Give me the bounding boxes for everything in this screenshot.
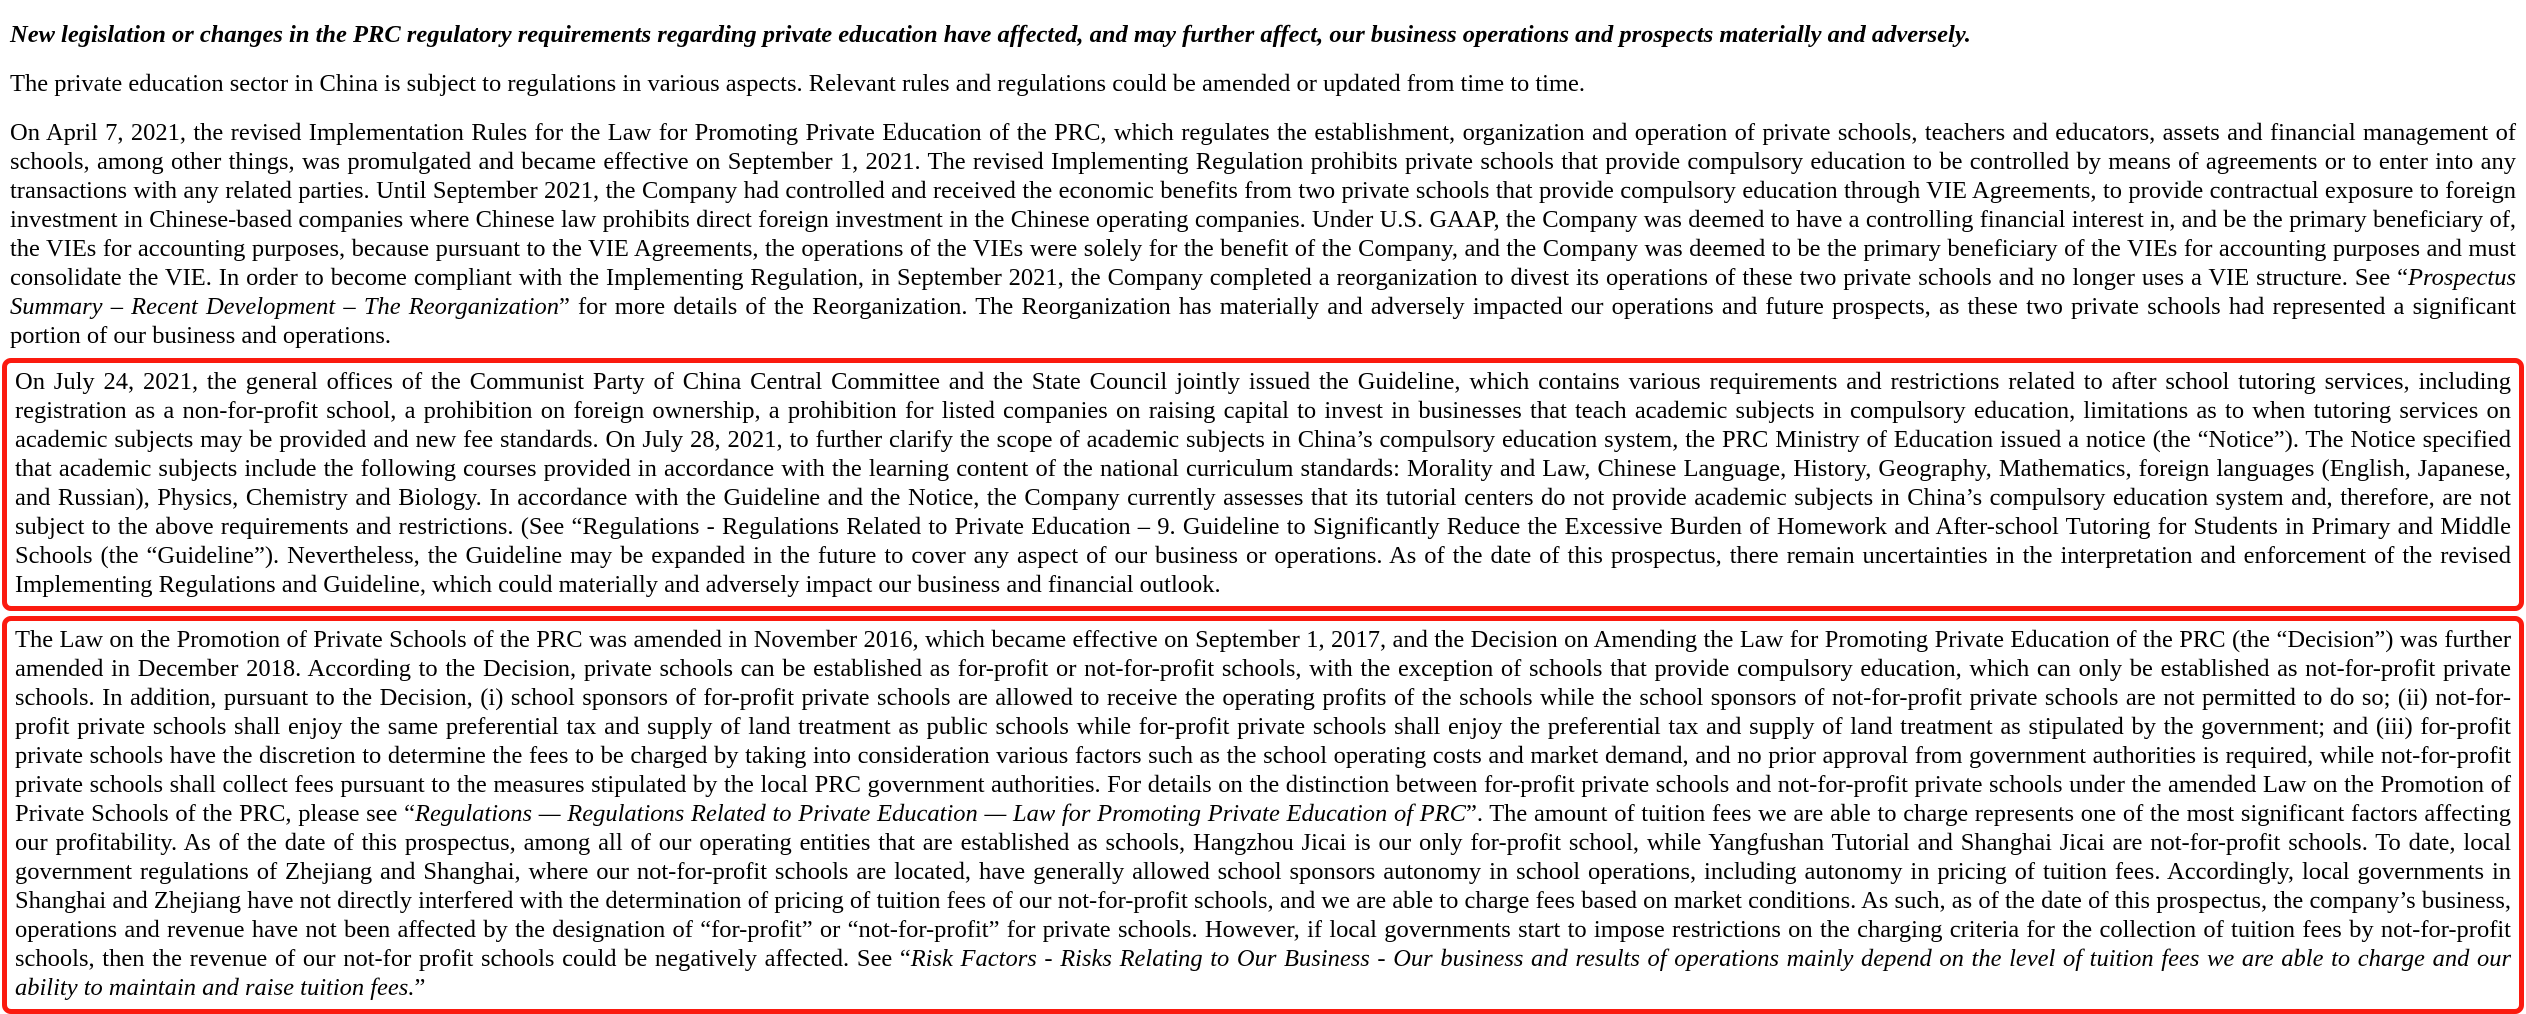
- paragraph-implementation-rules: [10, 118, 2516, 350]
- text-run: ”: [414, 974, 426, 1001]
- text-run: New legislation or changes in the PRC regulatory requirements regarding private education have affected, and may further affect, our business operations and prospects materially and adversely.: [10, 21, 1971, 48]
- text-run: ” for more details of the Reorganization. The Reorganization has materially and adversely impacted our operations and future prospects, as these two private schools had represented a significant portion of our business and operations.: [10, 293, 2516, 349]
- highlight-box-guideline: [2, 358, 2524, 611]
- paragraph-intro: [10, 69, 2516, 98]
- text-run: Regulations — Regulations Related to Private Education — Law for Promoting Private Education of PRC: [415, 800, 1466, 827]
- text-run: Prospectus Summary – Recent Development – The Reorganization: [10, 264, 2516, 320]
- text-run: On July 24, 2021, the general offices of the Communist Party of China Central Committee and the State Council jointly issued the Guideline, which contains various requirements and restrictions related to after school tutoring services, including registration as a non-for-profit school, a prohibition on foreign ownership, a prohibition for listed companies on raising capital to invest in businesses that teach academic subjects in compulsory education, limitations as to when tutoring services on academic subjects may be provided and new fee standards. On July 28, 2021, to further clarify the scope of academic subjects in China’s compulsory education system, the PRC Ministry of Education issued a notice (the “Notice”). The Notice specified that academic subjects include the following courses provided in accordance with the learning content of the national curriculum standards: Morality and Law, Chinese Language, History, Geography, Mathematics, foreign languages (English, Japanese, and Russian), Physics, Chemistry and Biology. In accordance with the Guideline and the Notice, the Company currently assesses that its tutorial centers do not provide academic subjects in China’s compulsory education system and, therefore, are not subject to the above requirements and restrictions. (See “Regulations - Regulations Related to Private Education – 9. Guideline to Significantly Reduce the Excessive Burden of Homework and After-school Tutoring for Students in Primary and Middle Schools (the “Guideline”). Nevertheless, the Guideline may be expanded in the future to cover any aspect of our business or operations. As of the date of this prospectus, there remain uncertainties in the interpretation and enforcement of the revised Implementing Regulations and Guideline, which could materially and adversely impact our business and financial outlook.: [15, 368, 2511, 598]
- paragraph-guideline: [15, 367, 2511, 599]
- text-run: The Law on the Promotion of Private Schools of the PRC was amended in November 2016, which became effective on September 1, 2017, and the Decision on Amending the Law for Promoting Private Education of the PRC (the “Decision”) was further amended in December 2018. According to the Decision, private schools can be established as for-profit or not-for-profit schools, with the exception of schools that provide compulsory education, which can only be established as not-for-profit private schools. In addition, pursuant to the Decision, (i) school sponsors of for-profit private schools are allowed to receive the operating profits of the schools while the school sponsors of not-for-profit private schools are not permitted to do so; (ii) not-for-profit private schools shall enjoy the same preferential tax and supply of land treatment as public schools while for-profit private schools shall enjoy the preferential tax and supply of land treatment as stipulated by the government; and (iii) for-profit private schools have the discretion to determine the fees to be charged by taking into consideration various factors such as the school operating costs and market demand, and no prior approval from government authorities is required, while not-for-profit private schools shall collect fees pursuant to the measures stipulated by the local PRC government authorities. For details on the distinction between for-profit private schools and not-for-profit private schools under the amended Law on the Promotion of Private Schools of the PRC, please see “: [15, 626, 2511, 827]
- text-run: On April 7, 2021, the revised Implementation Rules for the Law for Promoting Private Education of the PRC, which regulates the establishment, organization and operation of private schools, teachers and educators, assets and financial management of schools, among other things, was promulgated and became effective on September 1, 2021. The revised Implementing Regulation prohibits private schools that provide compulsory education to be controlled by means of agreements or to enter into any transactions with any related parties. Until September 2021, the Company had controlled and received the economic benefits from two private schools that provide compulsory education through VIE Agreements, to provide contractual exposure to foreign investment in Chinese-based companies where Chinese law prohibits direct foreign investment in the Chinese operating companies. Under U.S. GAAP, the Company was deemed to have a controlling financial interest in, and be the primary beneficiary of, the VIEs for accounting purposes, because pursuant to the VIE Agreements, the operations of the VIEs were solely for the benefit of the Company, and the Company was deemed to be the primary beneficiary of the VIEs for accounting purposes and must consolidate the VIE. In order to become compliant with the Implementing Regulation, in September 2021, the Company completed a reorganization to divest its operations of these two private schools and no longer uses a VIE structure. See “: [10, 119, 2516, 291]
- highlight-box-private-schools-law: [2, 616, 2524, 1014]
- paragraph-private-schools-law: [15, 625, 2511, 1002]
- risk-factor-heading: [10, 20, 2516, 49]
- text-run: The private education sector in China is subject to regulations in various aspects. Relevant rules and regulations could be amended or updated from time to time.: [10, 70, 1586, 97]
- text-run: ”. The amount of tuition fees we are able to charge represents one of the most significant factors affecting our profitability. As of the date of this prospectus, among all of our operating entities that are established as schools, Hangzhou Jicai is our only for-profit school, while Yangfushan Tutorial and Shanghai Jicai are not-for-profit schools. To date, local government regulations of Zhejiang and Shanghai, where our not-for-profit schools are located, have generally allowed school sponsors autonomy in school operations, including autonomy in pricing of tuition fees. Accordingly, local governments in Shanghai and Zhejiang have not directly interfered with the determination of pricing of tuition fees of our not-for-profit schools, and we are able to charge fees based on market conditions. As such, as of the date of this prospectus, the company’s business, operations and revenue have not been affected by the designation of “for-profit” or “not-for-profit” for private schools. However, if local governments start to impose restrictions on the charging criteria for the collection of tuition fees by not-for-profit schools, then the revenue of our not-for profit schools could be negatively affected. See “: [15, 800, 2511, 972]
- text-run: Risk Factors - Risks Relating to Our Business - Our business and results of operations mainly depend on the level of tuition fees we are able to charge and our ability to maintain and raise tuition fees.: [15, 945, 2511, 1001]
